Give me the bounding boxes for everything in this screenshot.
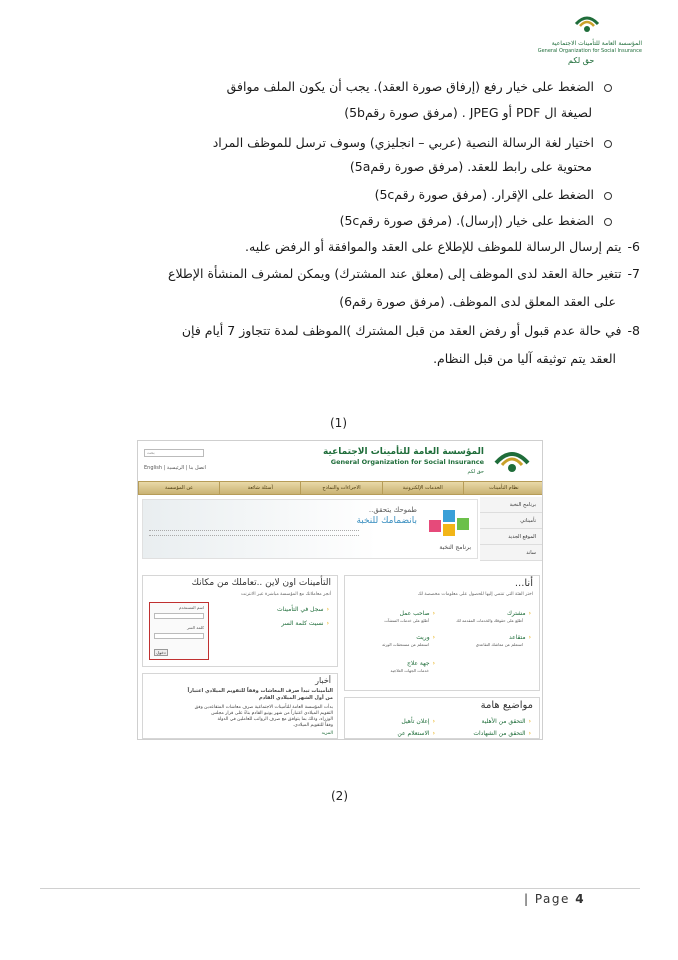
site-sidebar <box>480 497 542 561</box>
nav-item-insurance-system[interactable]: نظام التأمينات <box>463 482 543 494</box>
user-type-employer[interactable]: ‹صاحب عمل <box>399 610 435 617</box>
organization-logo <box>528 10 648 70</box>
user-type-treatment-desc: خدمات الجهات العلاجية <box>390 668 429 673</box>
user-type-panel <box>344 575 540 691</box>
news-title: أخبار <box>315 676 331 685</box>
site-language-links[interactable]: English | اتصل بنا | الرئيسية <box>144 465 206 471</box>
sub-item-1: الضغط على خيار رفع (إرفاق صورة العقد). يجب أن يكون الملف موافق <box>227 80 612 94</box>
online-panel-title: التأمينات اون لاين ..تعاملك من مكانك <box>191 578 331 588</box>
org-name-english: General Organization for Social Insurance <box>537 48 642 54</box>
user-type-employer-desc: أطلع على خدمات المنشآت <box>384 618 429 623</box>
user-type-title: أنا... <box>514 578 533 589</box>
nav-item-procedures[interactable]: الاجراءات والنماذج <box>300 482 381 494</box>
chevron-left-icon: ‹ <box>432 660 435 667</box>
banner-program-label: برنامج النخبة <box>439 544 471 551</box>
topic-eligibility[interactable]: ‹التحقق من الأهلية <box>481 718 531 725</box>
banner-line-2: بانضمامك للنخبة <box>356 516 417 526</box>
sidebar-item-new-site[interactable]: الموقع الجديد <box>480 529 542 545</box>
register-link[interactable]: ‹سجل في التأمينات <box>277 606 329 613</box>
sub-item-2: اختيار لغة الرسالة النصية (عربي – انجليزي) وسوف ترسل للموظف المراد <box>213 136 612 150</box>
online-panel-subtitle: أنجز معاملاتك مع المؤسسة مباشرة عبر الانترنت <box>241 592 331 597</box>
banner-divider <box>149 530 359 536</box>
step-7-cont: على العقد المعلق لدى الموظف. (مرفق صورة رقم6) <box>339 294 616 309</box>
forgot-password-link[interactable]: ‹نسيت كلمة السر <box>281 620 329 627</box>
figure-caption-1: (1) <box>330 416 347 430</box>
user-type-subscriber-desc: أطلع على حقوقك والخدمات المقدمة لك <box>456 618 523 623</box>
topic-inquiry[interactable]: ‹الاستعلام عن <box>397 730 435 737</box>
sub-item-4: الضغط على خيار (إرسال). (مرفق صورة رقم5c) <box>340 214 612 228</box>
site-slogan: حق لكم <box>467 469 484 475</box>
topic-rehab[interactable]: ‹إعلان تأهيل <box>401 718 435 725</box>
password-input[interactable] <box>154 633 204 639</box>
circle-bullet-icon <box>604 140 612 148</box>
step-7: 7-تتغير حالة العقد لدى الموظف إلى (معلق عند المشترك) ويمكن لمشرف المنشأة الإطلاع <box>168 266 640 281</box>
chevron-left-icon: ‹ <box>528 634 531 641</box>
user-type-heir[interactable]: ‹وريث <box>416 634 435 641</box>
topics-title: مواضيع هامة <box>480 700 533 711</box>
username-label: اسم المستخدم <box>179 605 204 610</box>
site-search-input[interactable]: بحث <box>144 449 204 457</box>
step-6: 6-يتم إرسال الرسالة للموظف للإطلاع على العقد والموافقة أو الرفض عليه. <box>245 239 640 254</box>
sidebar-item-elite[interactable]: برنامج النخبة <box>480 497 542 513</box>
circle-bullet-icon <box>604 218 612 226</box>
footer-rule <box>40 888 640 889</box>
chevron-left-icon: ‹ <box>326 620 329 627</box>
site-header <box>138 441 543 481</box>
site-logo-icon <box>492 445 532 475</box>
nav-item-faq[interactable]: أسئلة شائعة <box>219 482 300 494</box>
circle-bullet-icon <box>604 192 612 200</box>
user-type-subtitle: اختر الفئة التي تنتمي إليها للحصول على معلومات مخصصة لك <box>417 592 533 597</box>
important-topics-panel <box>344 697 540 739</box>
news-body-line-4: وفقاً للتقويم الميلادي. <box>292 723 333 728</box>
news-headline-line-1[interactable]: التأمينات تبدأ صرف المعاشات وفقاً للتقويم الميلادي اعتباراً <box>187 688 333 694</box>
news-headline-line-2[interactable]: من أول الشهر الميلادي القادم <box>258 695 333 701</box>
chevron-left-icon: ‹ <box>326 606 329 613</box>
online-services-panel <box>142 575 338 667</box>
topic-certificates[interactable]: ‹التحقق من الشهادات <box>473 730 531 737</box>
password-label: كلمة السر <box>186 625 204 630</box>
org-slogan: حق لكم <box>568 56 595 65</box>
step-8-cont: العقد يتم توثيقه آليا من قبل النظام. <box>433 351 616 366</box>
login-form <box>149 602 209 660</box>
news-panel <box>142 673 338 739</box>
nav-item-about[interactable]: عن المؤسسة <box>138 482 219 494</box>
user-type-retiree-desc: استعلم عن معاشك التقاعدي <box>475 642 523 647</box>
nav-item-e-services[interactable]: الخدمات الإلكترونية <box>382 482 463 494</box>
user-type-retiree[interactable]: ‹متقاعد <box>508 634 531 641</box>
figure-caption-2: (2) <box>331 789 348 803</box>
username-input[interactable] <box>154 613 204 619</box>
page-number: | Page 4 <box>524 892 584 906</box>
org-name-arabic: المؤسسة العامة للتأمينات الاجتماعية <box>551 40 642 47</box>
site-banner[interactable] <box>142 499 478 559</box>
user-type-heir-desc: استعلم عن مستحقات الورثة <box>382 642 429 647</box>
user-type-subscriber[interactable]: ‹مشترك <box>506 610 531 617</box>
chevron-left-icon: ‹ <box>528 730 531 737</box>
login-button[interactable]: دخول <box>154 649 168 656</box>
sidebar-item-saned[interactable]: ساند <box>480 545 542 561</box>
chevron-left-icon: ‹ <box>432 610 435 617</box>
news-body-line-3: الوزراء، وذلك بما يتوافق مع صرف الرواتب للعاملين في الدولة <box>217 717 333 722</box>
sub-item-2-cont: محتوية على رابط للعقد. (مرفق صورة رقم5a) <box>349 159 592 174</box>
gosi-logo-icon <box>572 10 602 36</box>
chevron-left-icon: ‹ <box>432 730 435 737</box>
step-8: 8-في حالة عدم قبول أو رفض العقد من قبل المشترك )الموظف لمدة تتجاوز 7 أيام فإن <box>181 323 640 338</box>
chevron-left-icon: ‹ <box>528 610 531 617</box>
news-body-line-2: التقويم الميلادي اعتباراً من شهر يونيو القادم بناءً على قرار مجلس <box>211 711 333 716</box>
news-body-line-1: بدأت المؤسسة العامة للتأمينات الاجتماعية صرف معاشات المتقاعدين وفق <box>194 705 333 710</box>
chevron-left-icon: ‹ <box>432 634 435 641</box>
banner-line-1: طموحك يتحقق.. <box>368 506 417 514</box>
sub-item-3: الضغط على الإقرار. (مرفق صورة رقم5c) <box>375 188 612 202</box>
site-org-name-arabic: المؤسسة العامة للتأمينات الاجتماعية <box>322 447 484 457</box>
site-main-nav <box>138 481 543 495</box>
site-org-name-english: General Organization for Social Insurance <box>330 458 484 466</box>
chevron-left-icon: ‹ <box>528 718 531 725</box>
circle-bullet-icon <box>604 84 612 92</box>
website-screenshot <box>137 440 543 740</box>
sub-item-1-cont: لصيغة ال PDF أو JPEG . (مرفق صورة رقم5b) <box>344 105 592 120</box>
news-more-link[interactable]: المزيد <box>321 731 333 736</box>
sidebar-item-taminati[interactable]: تأميناتي <box>480 513 542 529</box>
user-type-treatment[interactable]: ‹جهة علاج <box>406 660 435 667</box>
chevron-left-icon: ‹ <box>432 718 435 725</box>
colored-blocks-icon <box>427 506 473 542</box>
